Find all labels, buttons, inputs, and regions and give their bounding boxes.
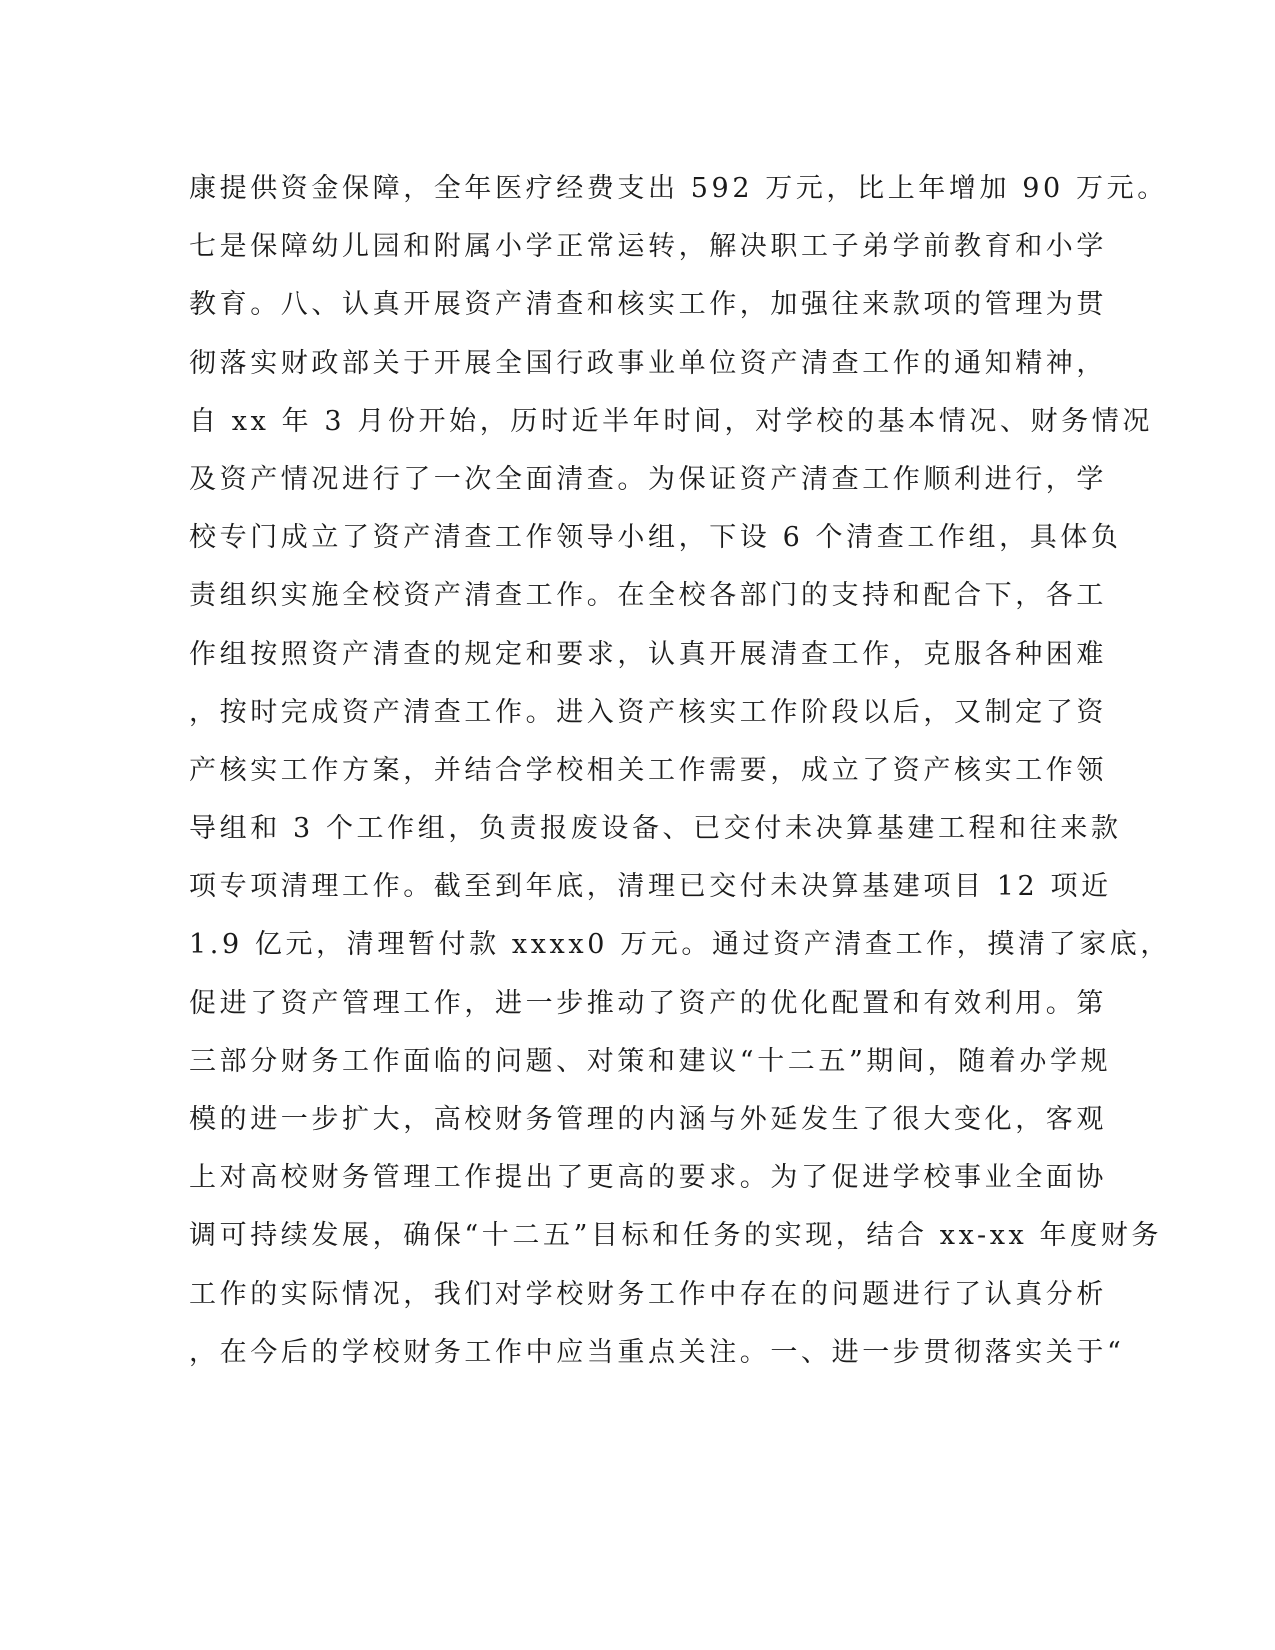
text-line: 康提供资金保障，全年医疗经费支出 592 万元，比上年增加 90 万元。 [189, 173, 1168, 204]
text-line: 七是保障幼儿园和附属小学正常运转，解决职工子弟学前教育和小学 [189, 231, 1107, 263]
text-line: 导组和 3 个工作组，负责报废设备、已交付未决算基建工程和往来款 [189, 813, 1122, 845]
text-line: 教育。八、认真开展资产清查和核实工作，加强往来款项的管理为贯 [189, 289, 1107, 321]
body-text [189, 160, 1171, 1382]
text-line: 校专门成立了资产清查工作领导小组，下设 6 个清查工作组，具体负 [189, 522, 1122, 554]
text-line: 彻落实财政部关于开展全国行政事业单位资产清查工作的通知精神， [189, 347, 1107, 379]
text-line: 促进了资产管理工作，进一步推动了资产的优化配置和有效利用。第 [189, 987, 1107, 1019]
text-line: 自 xx 年 3 月份开始，历时近半年时间，对学校的基本情况、财务情况 [189, 405, 1153, 437]
text-line: 上对高校财务管理工作提出了更高的要求。为了促进学校事业全面协 [189, 1162, 1107, 1194]
text-line: 调可持续发展，确保“十二五”目标和任务的实现，结合 xx-xx 年度财务 [189, 1220, 1162, 1252]
text-line: ，按时完成资产清查工作。进入资产核实工作阶段以后，又制定了资 [189, 696, 1107, 728]
text-line: ，在今后的学校财务工作中应当重点关注。一、进一步贯彻落实关于“ [189, 1336, 1125, 1368]
text-line: 项专项清理工作。截至到年底，清理已交付未决算基建项目 12 项近 [189, 871, 1112, 903]
text-line: 模的进一步扩大，高校财务管理的内涵与外延发生了很大变化，客观 [189, 1104, 1107, 1135]
text-line: 三部分财务工作面临的问题、对策和建议“十二五”期间，随着办学规 [189, 1045, 1112, 1077]
text-line: 工作的实际情况，我们对学校财务工作中存在的问题进行了认真分析 [189, 1278, 1107, 1310]
text-line: 1.9 亿元，清理暂付款 xxxx0 万元。通过资产清查工作，摸清了家底， [189, 929, 1171, 961]
text-line: 及资产情况进行了一次全面清查。为保证资产清查工作顺利进行，学 [189, 463, 1107, 495]
text-line: 产核实工作方案，并结合学校相关工作需要，成立了资产核实工作领 [189, 754, 1107, 786]
text-line: 作组按照资产清查的规定和要求，认真开展清查工作，克服各种困难 [189, 638, 1107, 670]
text-line: 责组织实施全校资产清查工作。在全校各部门的支持和配合下，各工 [189, 580, 1107, 612]
